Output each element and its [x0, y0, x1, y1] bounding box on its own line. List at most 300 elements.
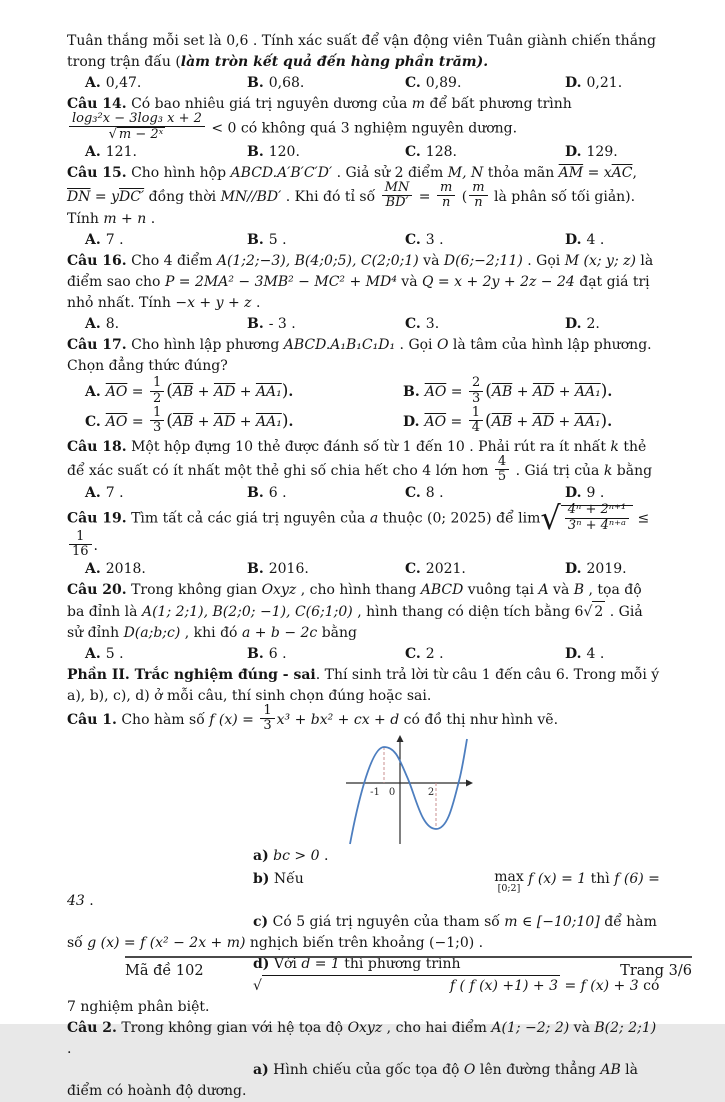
question-20-options: [67, 644, 661, 665]
question-label: Câu 16.: [67, 253, 127, 270]
text-run: Cho hình lập phương: [126, 337, 284, 354]
fraction: [469, 376, 483, 406]
option-value: 7 .: [105, 485, 124, 502]
math-run: ≤: [633, 510, 650, 527]
max-label: max: [494, 869, 524, 886]
question-label: Câu 1.: [67, 711, 117, 728]
vector: $\overline{AD}$: [213, 413, 236, 430]
option-value: 4 .: [586, 232, 605, 249]
option-value: 8.: [105, 316, 120, 333]
numerator: 2: [469, 376, 483, 391]
option-label: C.: [405, 316, 421, 333]
question-13-options: [67, 73, 661, 94]
text-run: . Gọi: [395, 337, 437, 354]
option-label: A.: [85, 645, 101, 662]
option-a: [85, 644, 247, 665]
text-run: để bất phương trình: [425, 96, 572, 112]
option-value: 3.: [425, 316, 440, 333]
text-run: Cho hàm số: [116, 711, 210, 728]
vector: $\overline{AO}$: [424, 384, 447, 401]
option-label: B.: [247, 645, 264, 662]
option-d: [565, 483, 661, 504]
option-value: 2021.: [425, 560, 466, 577]
italic-note: làm tròn kết quả đến hàng phần trăm: [180, 54, 477, 70]
math-run: =: [127, 413, 149, 430]
denominator: 3: [153, 420, 162, 436]
vector: $\overline{AB}$: [172, 384, 194, 401]
question-19-text: [67, 499, 661, 560]
question-20-text: [67, 580, 661, 644]
fraction: [437, 181, 455, 211]
paren: ): [600, 410, 608, 431]
math-run: m: [411, 96, 426, 112]
option-label: B.: [247, 560, 264, 577]
text-run: bằng: [612, 462, 653, 479]
option-d: [565, 644, 661, 665]
numerator: 1: [260, 704, 274, 719]
text-run: để hàm số: [67, 913, 657, 951]
math-run: A: [538, 581, 549, 598]
text-run: lên đường thẳng: [475, 1061, 601, 1078]
math-run: MN//BD′: [220, 188, 282, 205]
text-run: có 7 nghiệm phân biệt.: [67, 977, 660, 1015]
radicand: 2: [592, 601, 605, 623]
radical-sign: √: [540, 499, 561, 538]
lim-operator: lim: [518, 510, 541, 527]
option-c: [85, 404, 403, 436]
denominator: 3: [263, 717, 272, 733]
option-label: C.: [405, 143, 421, 160]
denominator: n: [441, 195, 451, 211]
text-run: .: [251, 295, 261, 312]
math-run: x³ + bx² + cx + d: [276, 711, 400, 728]
option-value: 2018.: [105, 560, 146, 577]
math-run: .: [288, 413, 294, 430]
fraction: [565, 503, 629, 533]
text-run: .: [67, 1040, 72, 1057]
text-run: đồng thời: [144, 188, 221, 205]
vector: $\overline{AB}$: [491, 413, 513, 430]
text-run: . Khi đó tỉ số: [281, 188, 380, 205]
text-run: và: [548, 581, 574, 598]
question-label: Câu 14.: [67, 96, 127, 112]
text-run: .: [93, 537, 98, 554]
text-run: có đồ thị như hình vẽ.: [399, 711, 559, 728]
denominator: n: [474, 195, 483, 211]
option-b: [247, 559, 405, 580]
option-value: 7 .: [105, 232, 124, 249]
question-label: Câu 20.: [67, 581, 127, 598]
paren: (: [485, 381, 492, 402]
fraction: [260, 704, 274, 734]
math-run: +: [512, 413, 533, 430]
text-run: Cho 4 điểm: [126, 253, 217, 270]
question-label: Câu 2.: [67, 1019, 117, 1036]
text-run: thỏa mãn: [483, 164, 559, 181]
text-run: là điểm có hoành độ dương.: [67, 1061, 639, 1099]
numerator: MN: [382, 181, 413, 196]
text-run: .: [474, 934, 484, 951]
math-run: M, N: [447, 164, 484, 181]
option-label: D.: [403, 413, 420, 430]
math-run: d = 1: [301, 955, 340, 972]
math-run: +: [554, 413, 575, 430]
math-run: Oxyz: [347, 1019, 383, 1036]
fraction: [382, 181, 413, 211]
option-label: A.: [85, 316, 101, 333]
origin-label: 0: [388, 787, 396, 799]
text-run: , cho hình thang: [296, 581, 421, 598]
text-run: , khi đó: [180, 624, 242, 641]
numerator: 4ⁿ + 2ⁿ⁺¹: [565, 503, 629, 518]
option-label: C.: [405, 645, 421, 662]
option-d: [565, 314, 661, 335]
math-run: B(2; 2;1): [594, 1019, 657, 1036]
option-label: B.: [403, 384, 420, 401]
math-run: P = 2MA² − 3MB² − MC² + MD⁴: [164, 274, 397, 291]
text-run: Với: [269, 955, 302, 972]
option-b: [247, 314, 405, 335]
x-axis-arrow: [466, 780, 473, 787]
option-label: A.: [85, 485, 101, 502]
option-a: [85, 375, 403, 406]
text-run: . Tính xác suất để vận động viên Tuân giành chiến thắng trong trận đấu (: [67, 33, 657, 70]
option-label: B.: [247, 485, 264, 502]
text-run: . Giả sử 2 điểm: [332, 164, 448, 181]
option-label: A.: [85, 143, 101, 160]
math-run: k: [610, 438, 619, 455]
math-run: =: [127, 384, 148, 401]
text-run: Hình chiếu của gốc tọa độ: [268, 1061, 464, 1078]
option-b: [247, 142, 405, 163]
question-18-text: [67, 437, 661, 484]
option-label: A.: [85, 75, 101, 91]
square-root: [583, 601, 605, 623]
fraction: [150, 376, 164, 406]
option-d: [565, 142, 661, 163]
option-label: B.: [247, 232, 264, 249]
math-run: k: [603, 462, 613, 479]
math-run: .: [607, 413, 613, 430]
option-label: A.: [85, 232, 101, 249]
math-run: g (x) = f (x² − 2x + m): [87, 934, 246, 951]
option-label: D.: [565, 232, 582, 249]
math-run: AB: [600, 1061, 621, 1078]
option-a: [85, 314, 247, 335]
option-value: 8 .: [425, 485, 444, 502]
text-run: nghịch biến trên khoảng: [245, 934, 429, 951]
text-run: và: [418, 253, 444, 270]
vector: $\overline{AC}$: [611, 164, 633, 181]
math-run: A(1; 2;1), B(2;0; −1), C(6;1;0): [141, 603, 353, 620]
fraction: [495, 455, 509, 485]
option-b: [247, 73, 405, 94]
option-value: 2.: [586, 316, 600, 333]
text-run: Có 5 giá trị nguyên của tham số: [268, 913, 505, 930]
vector: $\overline{AM}$: [558, 164, 584, 181]
option-value: 2 .: [425, 645, 444, 662]
option-a: [85, 483, 247, 504]
math-run: −x + y + z: [175, 295, 252, 312]
paren: ): [281, 410, 289, 431]
math-run: = y: [90, 188, 120, 205]
denominator: 16: [72, 544, 89, 560]
option-value: 3 .: [425, 232, 444, 249]
option-value: - 3 .: [268, 316, 296, 333]
text-run: . Gọi: [522, 253, 565, 270]
option-value: 6 .: [268, 645, 287, 662]
text-run: ).: [476, 54, 489, 70]
item-a: [67, 846, 661, 867]
math-run: +: [512, 384, 533, 401]
fraction: [150, 406, 164, 436]
math-run: m + n: [103, 211, 147, 228]
numerator: m: [437, 181, 455, 196]
vector: $\overline{AD}$: [213, 384, 236, 401]
option-value: 2016.: [268, 560, 309, 577]
fraction: [469, 181, 487, 211]
fraction: [69, 112, 205, 143]
math-run: Oxyz: [261, 581, 297, 598]
denominator: 3ⁿ + 4ⁿ⁺ᵃ: [567, 517, 626, 533]
question-14-options: [67, 142, 661, 163]
denominator: [69, 127, 205, 142]
square-root: [109, 127, 166, 142]
option-value: 5 .: [268, 232, 287, 249]
math-run: +: [193, 384, 214, 401]
text-run: để: [491, 510, 519, 527]
math-run: bc > 0: [268, 848, 320, 865]
text-run: .: [319, 848, 329, 865]
option-c: [405, 314, 565, 335]
question-label: Câu 17.: [67, 337, 127, 354]
part2-heading: [67, 665, 661, 707]
math-run: .: [288, 384, 294, 401]
denominator: 4: [471, 420, 481, 436]
option-value: 128.: [425, 143, 457, 160]
page-number: Trang 3/6: [620, 963, 692, 979]
option-c: [405, 73, 565, 94]
numerator: 1: [469, 406, 483, 421]
cubic-curve: [350, 739, 467, 844]
option-label: D.: [565, 316, 582, 333]
x-tick-2: 2: [427, 787, 435, 799]
math-run: .: [607, 384, 613, 401]
option-value: 121.: [105, 143, 137, 160]
math-run: = x: [583, 164, 612, 181]
question-label: Câu 19.: [67, 510, 127, 527]
math-run: M (x; y; z): [564, 253, 636, 270]
math-run: f (6) = 43: [67, 870, 660, 909]
text-run: thẻ để xác suất có ít nhất một thẻ ghi số chia hết cho 4 lớn hơn: [67, 438, 647, 479]
paren: (: [166, 410, 173, 431]
item-label: a): [253, 848, 269, 865]
fraction: [469, 406, 483, 436]
option-b: [247, 230, 405, 251]
text-run: ,: [632, 164, 637, 181]
text-run: =: [414, 188, 435, 205]
item-label: c): [253, 913, 269, 930]
math-run: a: [369, 510, 379, 527]
function-graph: [343, 734, 477, 846]
exam-code: Mã đề 102: [125, 963, 204, 979]
option-label: D.: [565, 560, 582, 577]
option-value: 129.: [586, 143, 618, 160]
option-value: 0,89.: [425, 75, 462, 91]
part-title: Phần II. Trắc nghiệm đúng - sai: [67, 666, 316, 683]
text-run: (: [457, 188, 468, 205]
option-a: [85, 559, 247, 580]
question-label: Câu 18.: [67, 438, 127, 455]
vector: $\overline{AO}$: [105, 413, 128, 430]
text-run: , cho hai điểm: [382, 1019, 492, 1036]
option-label: C.: [405, 75, 421, 91]
option-d: [403, 404, 661, 436]
cubic-graph-svg: [343, 734, 477, 846]
vector: DC′: [119, 188, 145, 205]
text-run: . Giá trị của: [511, 462, 604, 479]
option-d: [565, 230, 661, 251]
question-13-text: [67, 31, 661, 73]
question-label: Câu 15.: [67, 164, 127, 181]
option-value: 0,47.: [105, 75, 142, 91]
vector: $\overline{AB}$: [172, 413, 194, 430]
fraction: [69, 530, 92, 560]
text-run: là tâm của hình lập phương. Chọn đẳng thức đúng?: [67, 337, 652, 375]
text-run: Trong không gian với hệ tọa độ: [116, 1019, 348, 1036]
text-run: thuộc: [378, 510, 428, 527]
text-run: .: [146, 211, 156, 228]
denominator: BD′: [385, 195, 409, 211]
question-19-options: [67, 559, 661, 580]
option-value: 6 .: [268, 485, 287, 502]
question-18-options: [67, 483, 661, 504]
radical-sign: √: [253, 977, 262, 994]
question-17-text: [67, 335, 661, 377]
math-run: =: [560, 977, 581, 994]
math-run: ABCD.A′B′C′D′: [230, 164, 333, 181]
vector: AA₁: [574, 413, 601, 430]
option-label: B.: [247, 75, 264, 91]
option-d: [565, 73, 661, 94]
text-run: là điểm sao cho: [67, 253, 654, 291]
option-label: D.: [565, 645, 582, 662]
option-label: C.: [405, 560, 421, 577]
option-label: B.: [247, 316, 264, 333]
option-label: C.: [405, 232, 421, 249]
vector: $\overline{AB}$: [491, 384, 513, 401]
math-run: B: [573, 581, 585, 598]
vector: $\overline{AD}$: [532, 384, 555, 401]
numerator: m: [469, 181, 487, 196]
text-run: vuông tại: [463, 581, 539, 598]
item-c: [67, 912, 661, 954]
math-run: O: [463, 1061, 476, 1078]
text-run: < 0 có không quá 3 nghiệm nguyên dương.: [206, 120, 518, 137]
p2-question-2-text: [67, 1018, 661, 1060]
numerator: 1: [150, 406, 164, 421]
vector: AA₁: [255, 384, 282, 401]
option-label: D.: [565, 75, 582, 91]
vector: $\overline{DN}$: [67, 188, 91, 205]
vector: AA₁: [255, 413, 282, 430]
question-16-options: [67, 314, 661, 335]
option-a: [85, 230, 247, 251]
text-run: thì: [586, 870, 615, 887]
item-a: [67, 1060, 661, 1102]
math-run: ABCD.A₁B₁C₁D₁: [283, 337, 396, 354]
option-label: B.: [247, 143, 264, 160]
p2-question-1-text: [67, 702, 661, 733]
numerator: log₃²x − 3log₃ x + 2: [69, 112, 205, 127]
math-run: m ∈ [−10;10]: [504, 913, 600, 930]
paren: (: [485, 410, 492, 431]
text-run: là phân số tối giản). Tính: [67, 188, 636, 228]
item-b: [67, 867, 661, 912]
vector: $\overline{AD}$: [532, 413, 555, 430]
item-label: b): [253, 870, 270, 887]
question-16-text: [67, 251, 661, 314]
option-value: 120.: [268, 143, 300, 160]
text-run: . Thí sinh trả lời từ câu 1 đến câu 6. Trong mỗi ý a), b), c), d) ở mỗi câu, thí sinh chọn đúng hoặc sai.: [67, 666, 660, 704]
text-run: Cho hình hộp: [126, 164, 231, 181]
radicand: [561, 502, 633, 533]
option-c: [405, 559, 565, 580]
math-run: 0,6: [226, 33, 249, 49]
math-run: O: [436, 337, 449, 354]
option-label: A.: [85, 384, 101, 401]
math-run: (−1;0): [429, 934, 475, 951]
text-run: Trong không gian: [126, 581, 262, 598]
radical-sign: √: [108, 127, 117, 143]
option-value: 9 .: [586, 485, 605, 502]
denominator: 5: [497, 468, 507, 484]
math-run: f (x) = 1: [523, 870, 587, 887]
text-run: .: [84, 892, 94, 909]
numerator: 1: [150, 376, 164, 391]
math-run: a + b − 2c: [241, 624, 318, 641]
option-b: [403, 375, 661, 406]
math-run: D(a;b;c): [123, 624, 181, 641]
option-label: C.: [405, 485, 421, 502]
page-footer: [125, 956, 692, 982]
math-run: =: [446, 384, 467, 401]
question-15-options: [67, 230, 661, 251]
option-value: 0,68.: [268, 75, 305, 91]
option-d: [565, 559, 661, 580]
math-run: +: [193, 413, 214, 430]
math-run: (0; 2025): [427, 510, 492, 527]
text-run: Nếu: [269, 870, 309, 887]
page-content: [67, 31, 661, 1102]
question-17-options: [67, 375, 661, 436]
option-value: 4 .: [586, 645, 605, 662]
option-a: [85, 73, 247, 94]
question-14-text: [67, 94, 661, 142]
math-run: f (x) =: [209, 711, 259, 728]
denominator: 3: [471, 390, 481, 406]
math-run: =: [446, 413, 467, 430]
option-label: C.: [85, 413, 101, 430]
math-run: +: [235, 413, 256, 430]
question-15-text: [67, 163, 661, 231]
math-run: +: [554, 384, 575, 401]
math-run: A(1; −2; 2): [491, 1019, 570, 1036]
x-tick-minus1: -1: [370, 787, 380, 799]
numerator: 1: [69, 530, 92, 545]
option-value: 5 .: [105, 645, 124, 662]
math-run: Q = x + 2y + 2z − 24: [421, 274, 575, 291]
